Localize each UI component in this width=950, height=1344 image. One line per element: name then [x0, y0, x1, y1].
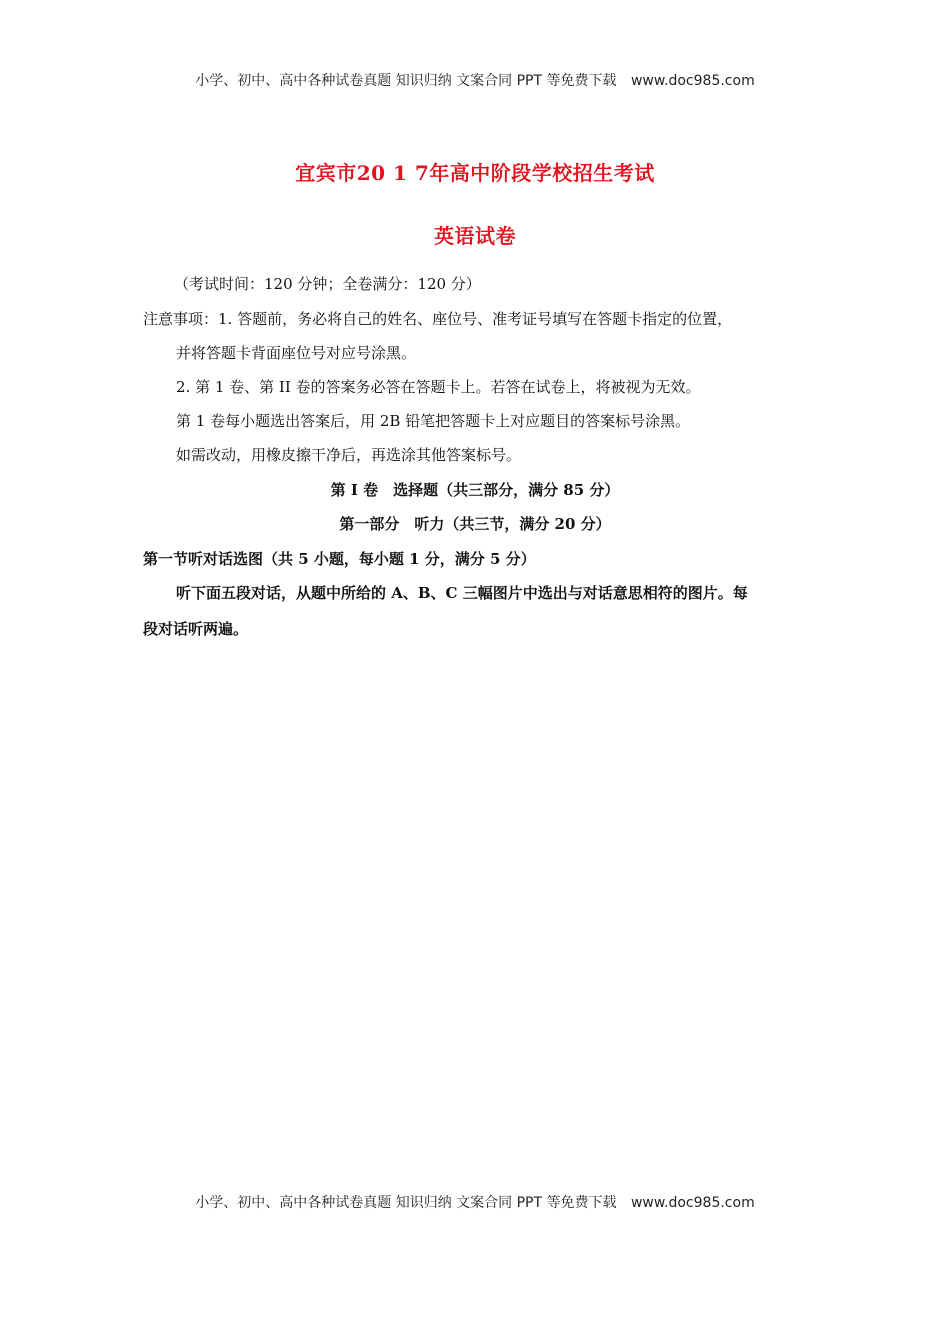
notes-line-5: 如需改动，用橡皮擦干净后，再选涂其他答案标号。	[176, 446, 522, 464]
volume-1-heading: 第 I 卷 选择题（共三部分，满分 85 分）	[330, 481, 620, 499]
section-1-instruction-line-1: 听下面五段对话，从题中所给的 A、B、C 三幅图片中选出与对话意思相符的图片。每	[176, 584, 748, 602]
exam-title: 宜宾市20 1 7年高中阶段学校招生考试	[295, 161, 655, 185]
page-header	[0, 70, 950, 90]
section-1-instruction-line-2: 段对话听两遍。	[143, 620, 249, 638]
exam-subtitle: 英语试卷	[434, 224, 516, 248]
notes-line-2: 并将答题卡背面座位号对应号涂黑。	[176, 344, 417, 362]
notes-line-3: 2. 第 1 卷、第 II 卷的答案务必答在答题卡上。若答在试卷上，将被视为无效。	[176, 378, 701, 396]
footer-text: 小学、初中、高中各种试卷真题 知识归纳 文案合同 PPT 等免费下载	[195, 1195, 617, 1211]
page-footer	[0, 1192, 950, 1212]
part-1-heading: 第一部分 听力（共三节，满分 20 分）	[339, 515, 611, 533]
exam-info: （考试时间：120 分钟；全卷满分：120 分）	[174, 275, 481, 293]
header-text: 小学、初中、高中各种试卷真题 知识归纳 文案合同 PPT 等免费下载	[195, 73, 617, 89]
notes-line-4: 第 1 卷每小题选出答案后，用 2B 铅笔把答题卡上对应题目的答案标号涂黑。	[176, 412, 691, 430]
section-1-heading: 第一节听对话选图（共 5 小题，每小题 1 分，满分 5 分）	[143, 550, 536, 568]
notes-line-1: 注意事项：1. 答题前，务必将自己的姓名、座位号、准考证号填写在答题卡指定的位置，	[143, 310, 733, 328]
footer-url[interactable]: www.doc985.com	[630, 1195, 755, 1211]
header-url[interactable]: www.doc985.com	[630, 73, 755, 89]
